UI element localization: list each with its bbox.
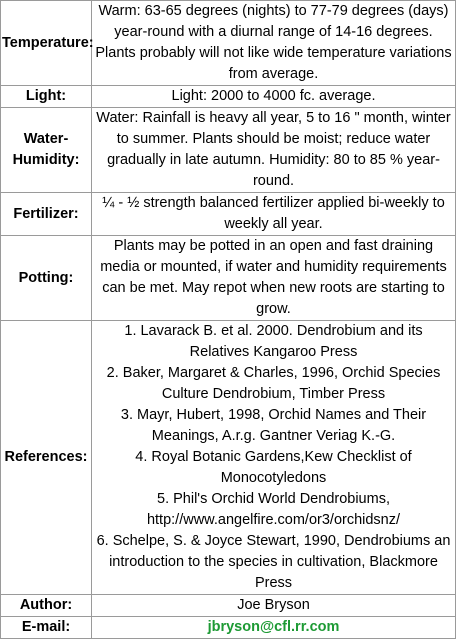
- reference-item: 2. Baker, Margaret & Charles, 1996, Orchid Species Culture Dendrobium, Timber Press: [106, 365, 441, 402]
- email-link[interactable]: jbryson@cfl.rr.com: [207, 619, 340, 635]
- reference-item: 3. Mayr, Hubert, 1998, Orchid Names and Their Meanings, A.r.g. Gantner Veriag K.-G.: [120, 407, 427, 444]
- references-label: References:: [1, 321, 92, 595]
- water-humidity-value: Water: Rainfall is heavy all year, 5 to 16 " month, winter to summer. Plants should be moist; reduce water gradually in late autumn. Humidity: 80 to 85 % year-round.: [92, 108, 456, 193]
- light-row: [1, 86, 456, 108]
- potting-value: Plants may be potted in an open and fast draining media or mounted, if water and humidity requirements can be met. May repot when new roots are starting to grow.: [92, 236, 456, 321]
- temperature-row: [1, 1, 456, 86]
- references-row: [1, 321, 456, 595]
- reference-item: 1. Lavarack B. et al. 2000. Dendrobium and its Relatives Kangaroo Press: [124, 323, 423, 360]
- author-label: Author:: [1, 595, 92, 617]
- temperature-value: Warm: 63-65 degrees (nights) to 77-79 degrees (days) year-round with a diurnal range of 14-16 degrees. Plants probably will not like wide temperature variations from average.: [92, 1, 456, 86]
- fertilizer-label: Fertilizer:: [1, 193, 92, 236]
- email-label: E-mail:: [1, 617, 92, 639]
- author-value: Joe Bryson: [92, 595, 456, 617]
- water-humidity-row: [1, 108, 456, 193]
- fertilizer-value: ¼ - ½ strength balanced fertilizer applied bi-weekly to weekly all year.: [92, 193, 456, 236]
- potting-row: [1, 236, 456, 321]
- email-cell: [92, 617, 456, 639]
- reference-item: 6. Schelpe, S. & Joyce Stewart, 1990, Dendrobiums an introduction to the species in cultivation, Blackmore Press: [96, 533, 451, 591]
- light-label: Light:: [1, 86, 92, 108]
- email-row: [1, 617, 456, 639]
- water-humidity-label: Water-Humidity:: [1, 108, 92, 193]
- temperature-label: Temperature:: [1, 1, 92, 86]
- light-value: Light: 2000 to 4000 fc. average.: [92, 86, 456, 108]
- potting-label: Potting:: [1, 236, 92, 321]
- reference-item: 4. Royal Botanic Gardens,Kew Checklist of Monocotyledons: [135, 449, 412, 486]
- author-row: [1, 595, 456, 617]
- fertilizer-row: [1, 193, 456, 236]
- references-list: [92, 321, 456, 595]
- reference-item: 5. Phil's Orchid World Dendrobiums, http://www.angelfire.com/or3/orchidsnz/: [146, 491, 401, 528]
